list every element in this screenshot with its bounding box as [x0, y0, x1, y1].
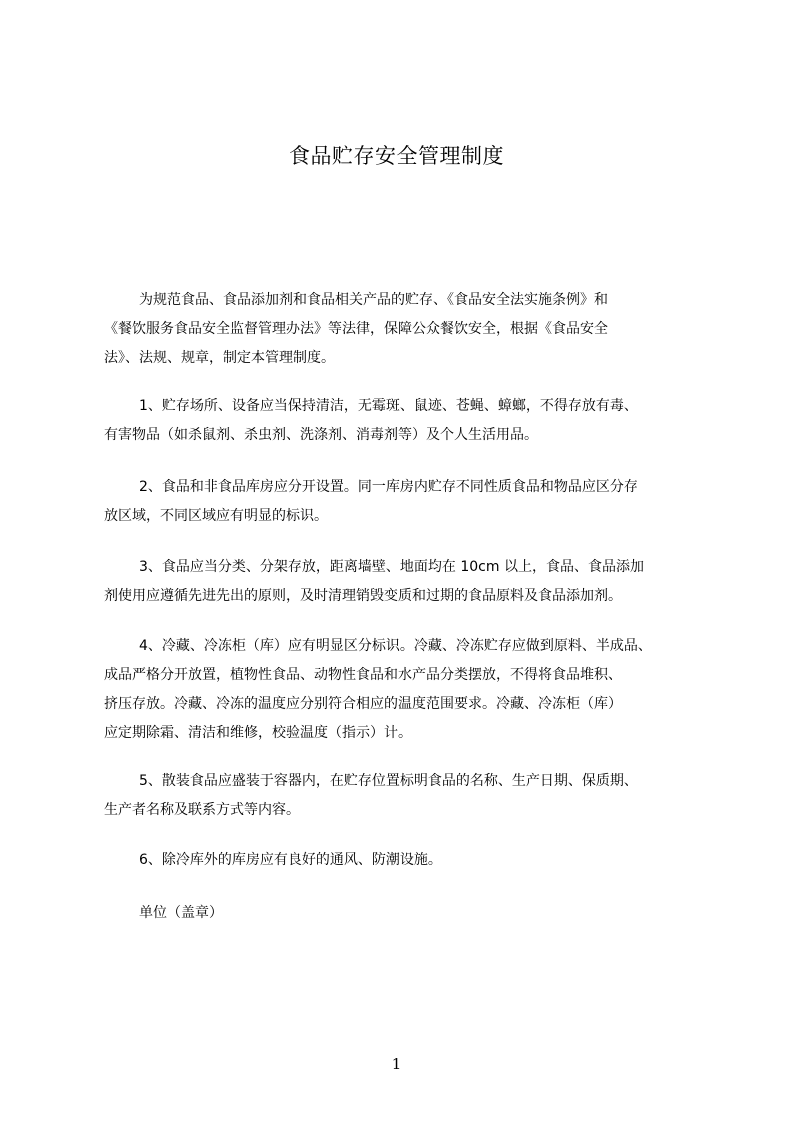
rule-line: 5、散装食品应盛装于容器内，在贮存位置标明食品的名称、生产日期、保质期、 [139, 773, 638, 789]
rule-line: 1、贮存场所、设备应当保持清洁，无霉斑、鼠迹、苍蝇、蟑螂，不得存放有毒、 [139, 398, 638, 414]
page-number: 1 [391, 1055, 402, 1073]
signature-paragraph [104, 899, 724, 928]
rule-paragraph-1 [104, 392, 724, 450]
rule-line: 3、食品应当分类、分架存放，距离墙壁、地面均在 10cm 以上，食品、食品添加 [139, 559, 644, 575]
rule-paragraph-5 [104, 767, 724, 825]
intro-line: 《餐饮服务食品安全监督管理办法》等法律，保障公众餐饮安全，根据《食品安全 [104, 321, 608, 337]
rule-paragraph-6 [104, 846, 724, 875]
intro-line: 为规范食品、食品添加剂和食品相关产品的贮存、《食品安全法实施条例》和 [139, 292, 608, 308]
rule-line: 有害物品（如杀鼠剂、杀虫剂、洗涤剂、消毒剂等）及个人生活用品。 [104, 427, 538, 443]
rule-line: 剂使用应遵循先进先出的原则，及时清理销毁变质和过期的食品原料及食品添加剂。 [104, 588, 622, 604]
rule-paragraph-4 [104, 632, 724, 748]
rule-line: 应定期除霜、清洁和维修，校验温度（指示）计。 [104, 725, 412, 741]
rule-line: 放区域，不同区域应有明显的标识。 [104, 508, 328, 524]
rule-line: 成品严格分开放置，植物性食品、动物性食品和水产品分类摆放，不得将食品堆积、 [104, 667, 622, 683]
intro-line: 法》、法规、规章，制定本管理制度。 [104, 350, 335, 366]
rule-paragraph-2 [104, 473, 724, 531]
rule-line: 生产者名称及联系方式等内容。 [104, 802, 300, 818]
rule-line: 挤压存放。冷藏、冷冻的温度应分别符合相应的温度范围要求。冷藏、冷冻柜（库） [104, 696, 622, 712]
intro-paragraph [104, 286, 724, 373]
rule-paragraph-3 [104, 553, 724, 611]
signature-label: 单位（盖章） [139, 905, 223, 921]
rule-line: 4、冷藏、冷冻柜（库）应有明显区分标识。冷藏、冷冻贮存应做到原料、半成品、 [139, 638, 652, 654]
document-title: 食品贮存安全管理制度 [289, 144, 504, 168]
rule-line: 2、食品和非食品库房应分开设置。同一库房内贮存不同性质食品和物品应区分存 [139, 479, 638, 495]
rule-line: 6、除冷库外的库房应有良好的通风、防潮设施。 [139, 852, 442, 868]
